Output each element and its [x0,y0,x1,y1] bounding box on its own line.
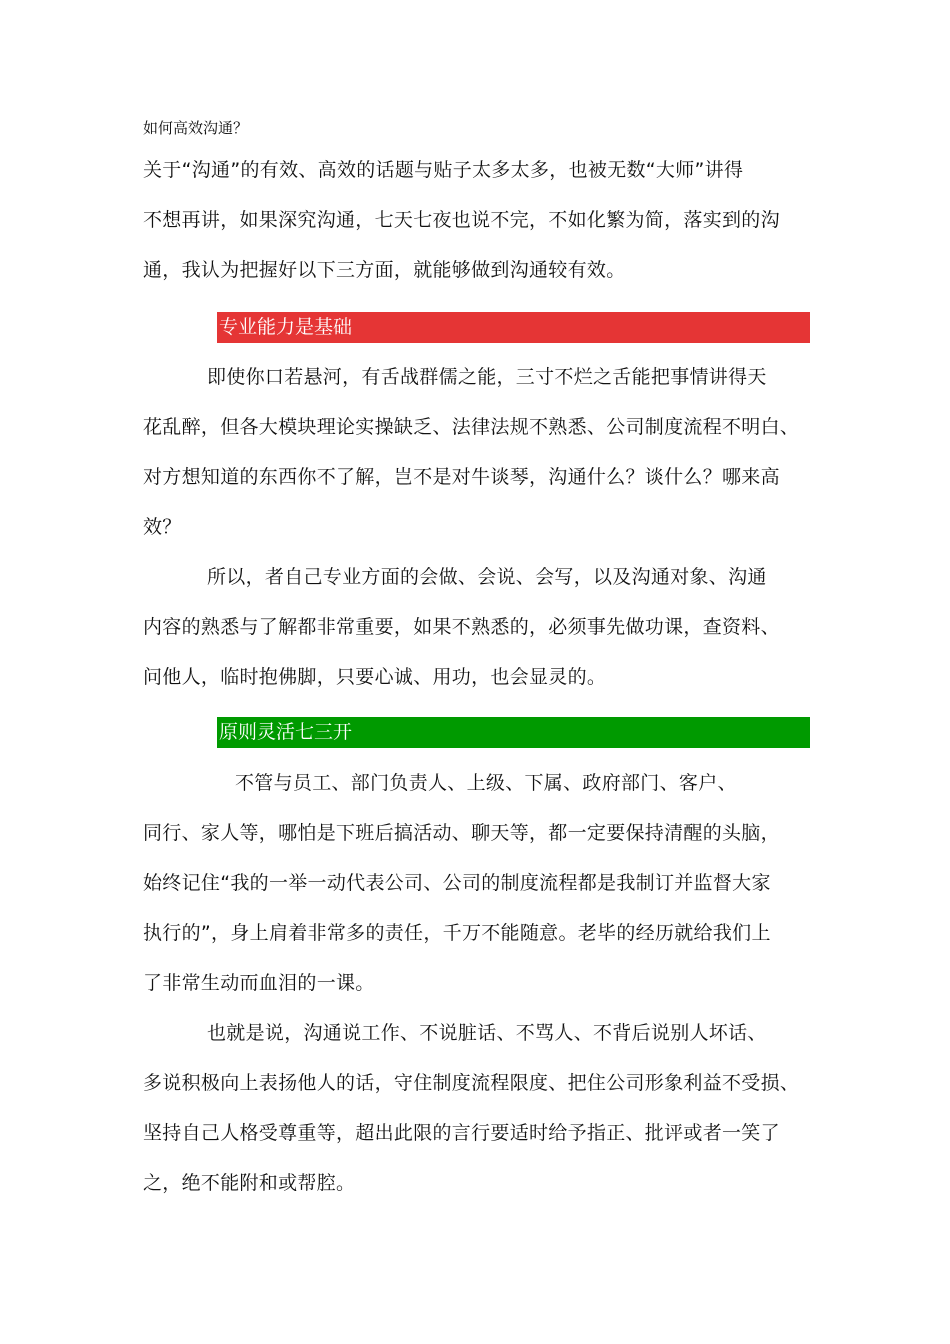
paragraph-line: 即使你口若悬河，有舌战群儒之能，三寸不烂之舌能把事情讲得天 [207,366,767,388]
paragraph-line: 了非常生动而血泪的一课。 [143,972,375,994]
paragraph-line: 效？ [143,516,182,538]
paragraph-line: 不管与员工、部门负责人、上级、下属、政府部门、客户、 [235,772,737,794]
paragraph-line: 所以，者自己专业方面的会做、会说、会写，以及沟通对象、沟通 [207,566,767,588]
paragraph-line: 同行、家人等，哪怕是下班后搞活动、聊天等，都一定要保持清醒的头脑， [143,822,780,844]
section-heading-professional: 专业能力是基础 [217,312,810,343]
paragraph-line: 对方想知道的东西你不了解，岂不是对牛谈琴，沟通什么？谈什么？哪来高 [143,466,780,488]
section-heading-principle: 原则灵活七三开 [217,717,810,748]
intro-line: 通，我认为把握好以下三方面，就能够做到沟通较有效。 [143,259,626,281]
paragraph-line: 内容的熟悉与了解都非常重要，如果不熟悉的，必须事先做功课，查资料、 [143,616,780,638]
paragraph-line: 始终记住“我的一举一动代表公司、公司的制度流程都是我制订并监督大家 [143,872,771,894]
paragraph-line: 坚持自己人格受尊重等，超出此限的言行要适时给予指正、批评或者一笑了 [143,1122,780,1144]
document-title: 如何高效沟通？ [143,119,249,137]
paragraph-line: 也就是说，沟通说工作、不说脏话、不骂人、不背后说别人坏话、 [207,1022,767,1044]
paragraph-line: 花乱醉，但各大模块理论实操缺乏、法律法规不熟悉、公司制度流程不明白、 [143,416,800,438]
paragraph-line: 执行的”，身上肩着非常多的责任，千万不能随意。老毕的经历就给我们上 [143,922,771,944]
paragraph-line: 之，绝不能附和或帮腔。 [143,1172,356,1194]
paragraph-line: 多说积极向上表扬他人的话，守住制度流程限度、把住公司形象利益不受损、 [143,1072,800,1094]
paragraph-line: 问他人，临时抱佛脚，只要心诚、用功，也会显灵的。 [143,666,607,688]
intro-line: 不想再讲，如果深究沟通，七天七夜也说不完，不如化繁为简，落实到的沟 [143,209,780,231]
intro-line: 关于“沟通”的有效、高效的话题与贴子太多太多，也被无数“大师”讲得 [143,159,744,181]
